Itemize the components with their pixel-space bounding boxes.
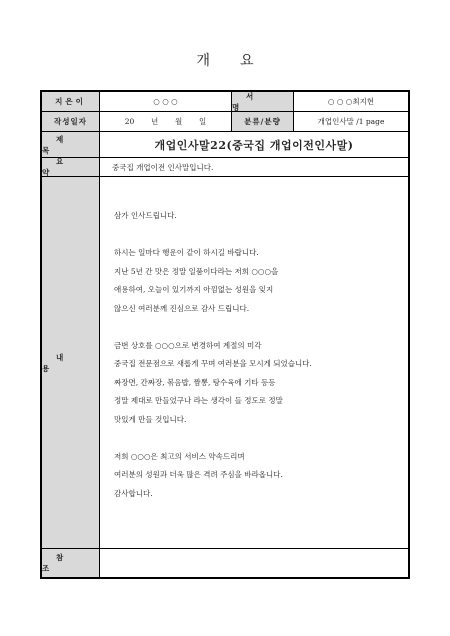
title-label: 제 목 [42,132,100,157]
content-line: 정말 제대로 만들었구나 라는 생각이 들 정도로 정말 [114,396,283,405]
content-label: 내 용 [42,177,100,548]
content-line: 중국집 전문점으로 새롭게 꾸며 여러분을 모시게 되었습니다. [114,359,312,368]
reference-value [100,549,408,577]
content-body [100,177,408,548]
content-line: 않으신 여러분께 진심으로 감사 드립니다. [114,303,250,313]
signature-label: 서 명 [232,92,294,111]
content-line: 하시는 일마다 행운이 같이 하시길 바랍니다. [114,248,259,257]
title-row [42,132,408,158]
signature-value: ○ ○ ○최지현 [327,97,375,106]
content-line: 금번 상호를 ○○○으로 변경하여 계절의 미각 [114,340,262,350]
author-row [42,92,408,112]
content-line: 애용하여, 오늘이 있기까지 아낌없는 성원을 잊지 [114,285,274,294]
content-line: 삼가 인사드립니다. [114,211,177,220]
title-value: 개업인사말22(중국집 개업이전인사말) [154,138,354,152]
reference-label: 참 조 [42,549,100,577]
content-paragraph [114,337,408,430]
category-label: 분류/분량 [232,112,294,131]
date-value: 20 년 월 일 [100,112,232,131]
reference-row [42,549,408,577]
author-label: 지은이 [42,92,100,111]
content-line: 여러분의 성원과 더욱 많은 격려 주심을 바라옵니다. [114,470,283,479]
date-row [42,112,408,132]
content-paragraph [114,448,408,504]
summary-row [42,158,408,177]
content-paragraph [114,244,408,318]
summary-value: 중국집 개업이전 인사말입니다. [112,162,214,172]
content-line: 감사합니다. [114,488,153,498]
content-line: 맛있게 만들 것입니다. [114,414,187,424]
page-title: 개요 [196,53,284,69]
content-paragraph [114,207,408,226]
content-line: 지난 5년 간 맛은 정말 일품이다라는 저희 ○○○을 [114,266,279,276]
author-value: ○ ○ ○ [100,92,232,111]
date-label: 작성일자 [42,112,100,131]
document-form-table [40,90,410,579]
content-row [42,177,408,549]
summary-label: 요 약 [42,158,100,176]
content-line: 짜장면, 간짜장, 볶음밥, 짬뽕, 탕수육에 기타 등등 [114,377,276,387]
content-line: 저희 ○○○은 최고의 서비스 약속드리며 [114,451,245,461]
category-value: 개업인사말 /1 page [317,117,385,126]
